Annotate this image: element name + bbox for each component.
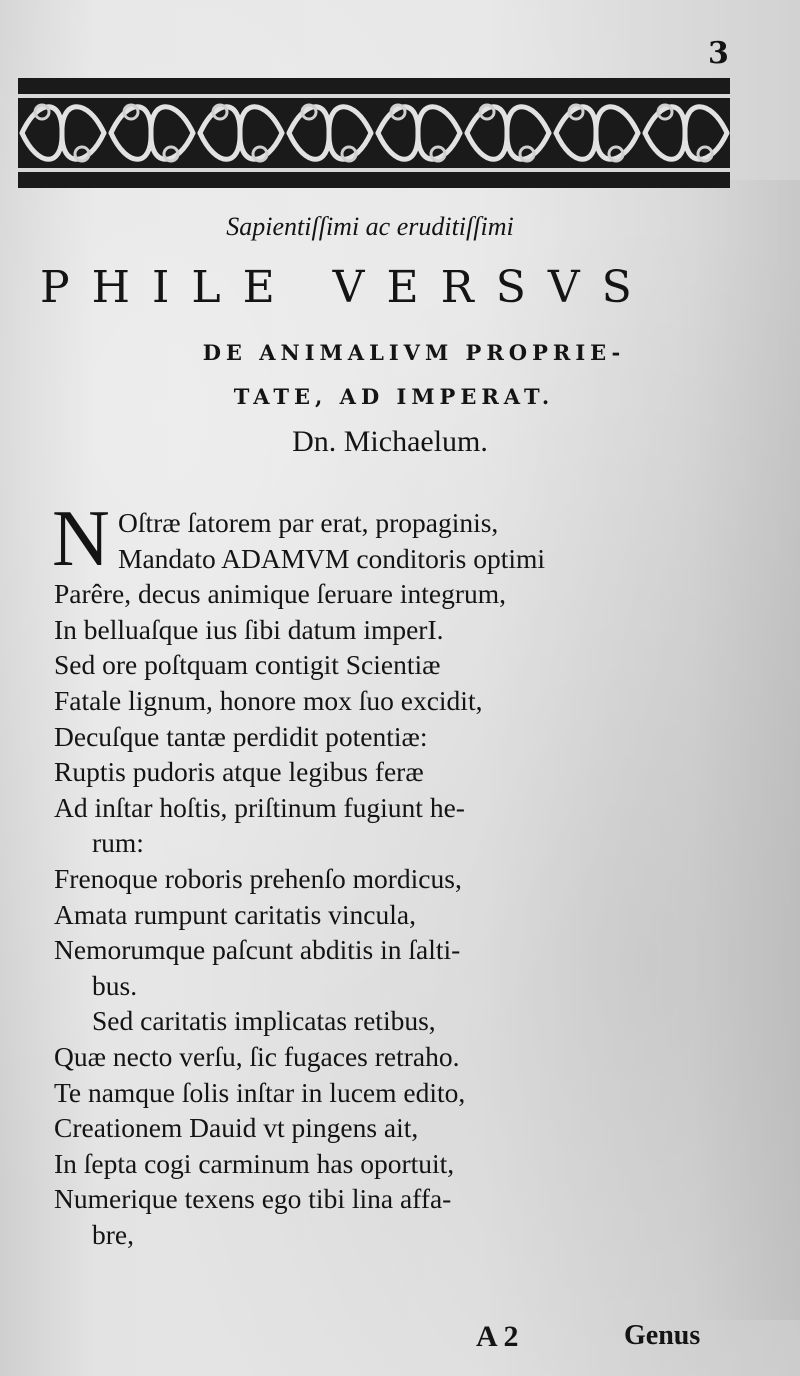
poem-line: In belluaſque ius ſibi datum imperI. [54, 613, 444, 645]
poem-line: rum: [92, 827, 144, 859]
poem-line: Parêre, decus animique ſeruare integrum, [54, 578, 507, 610]
headpiece-ornament-icon [18, 78, 730, 188]
poem-line: Sed ore poſtquam contigit Scientiæ [54, 649, 441, 681]
heading-dedicatee: Dn. Michaelum. [292, 425, 488, 458]
heading-subtitle-line-2: TATE, AD IMPERAT. [233, 384, 555, 409]
poem-line: Fatale lignum, honore mox ſuo excidit, [54, 684, 483, 716]
signature-mark: A 2 [476, 1320, 519, 1353]
poem-line: Amata rumpunt caritatis vincula, [54, 898, 416, 930]
heading-main: PHILE VERSVS [40, 262, 654, 313]
poem-line: Mandato ADAMVM conditoris optimi [118, 542, 546, 574]
poem-line: Frenoque roboris prehenſo mordicus, [54, 862, 462, 894]
poem-line: bus. [92, 969, 138, 1001]
poem-line: Quæ necto verſu, ſic fugaces retraho. [54, 1040, 460, 1072]
poem-line: bre, [92, 1218, 134, 1250]
decorative-headpiece-ornament [18, 78, 730, 188]
poem-line: Sed caritatis implicatas retibus, [92, 1005, 436, 1037]
catchword: Genus [624, 1320, 701, 1351]
page-number: 3 [708, 36, 729, 71]
poem-line: Ad inſtar hoſtis, priſtinum fugiunt he- [54, 791, 465, 823]
drop-cap: N [52, 495, 110, 583]
poem-line: Oſtræ ſatorem par erat, propaginis, [118, 507, 499, 538]
heading-subtitle-line-1: DE ANIMALIVM PROPRIE- [202, 340, 626, 365]
poem-line: In ſepta cogi carminum has oportuit, [54, 1147, 455, 1179]
poem-line: Ruptis pudoris atque legibus feræ [54, 756, 424, 788]
poem-line: Decuſque tantæ perdidit potentiæ: [54, 720, 428, 752]
heading-italic: Sapientiſſimi ac eruditiſſimi [226, 212, 514, 241]
poem-line: Creationem Dauid vt pingens ait, [54, 1112, 419, 1144]
poem-text [52, 495, 754, 1252]
poem-line: Numerique texens ego tibi lina affa- [54, 1183, 452, 1215]
poem-line: Nemorumque paſcunt abditis in ſalti- [54, 934, 461, 966]
poem-line: Te namque ſolis inſtar in lucem edito, [54, 1076, 466, 1108]
